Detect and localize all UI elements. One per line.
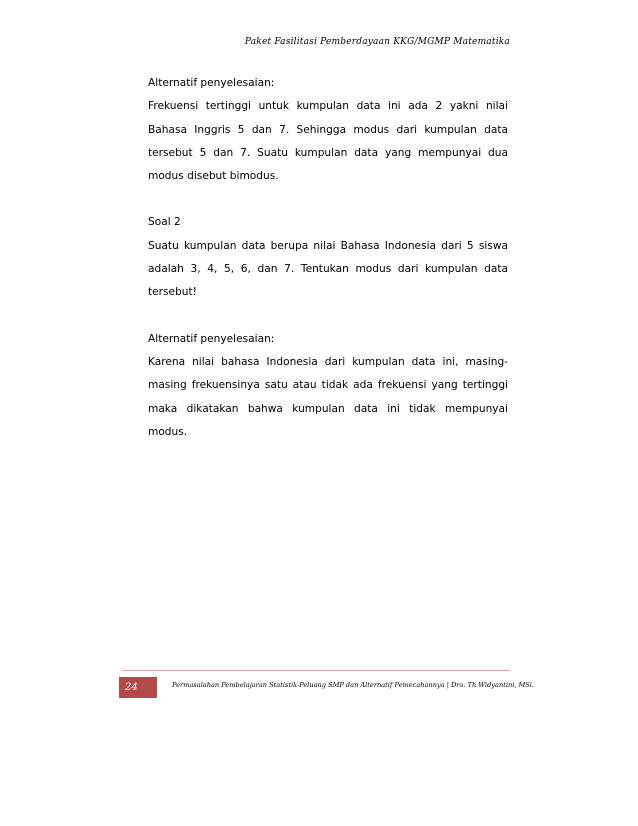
page-number: 24 (119, 677, 157, 698)
running-header: Paket Fasilitasi Pemberdayaan KKG/MGMP Matematika (244, 37, 510, 47)
answer-paragraph-1: Frekuensi tertinggi untuk kumpulan data ini ada 2 yakni nilai Bahasa Inggris 5 dan 7. Sehingga modus dari kumpulan data tersebut 5 dan 7. Suatu kumpulan data yang mempunyai dua modus disebut bimodus. (148, 100, 508, 183)
footer-divider (122, 670, 510, 671)
answer-heading-2: Alternatif penyelesaian: (148, 332, 275, 345)
question-paragraph-2: Suatu kumpulan data berupa nilai Bahasa Indonesia dari 5 siswa adalah 3, 4, 5, 6, dan 7. Tentukan modus dari kumpulan data tersebut! (148, 239, 508, 299)
answer-paragraph-2: Karena nilai bahasa Indonesia dari kumpulan data ini, masing-masing frekuensinya satu atau tidak ada frekuensi yang tertinggi maka dikatakan bahwa kumpulan data ini tidak mempunyai modus. (148, 355, 508, 438)
page-body (148, 72, 508, 444)
question-heading-2: Soal 2 (148, 216, 181, 229)
answer-heading-1: Alternatif penyelesaian: (148, 77, 275, 89)
footer-citation: Permasalahan Pembelajaran Statistik-Peluang SMP dan Alternatif Pemecahannya | Dra. Th Widyantini, MSi. (172, 681, 534, 689)
